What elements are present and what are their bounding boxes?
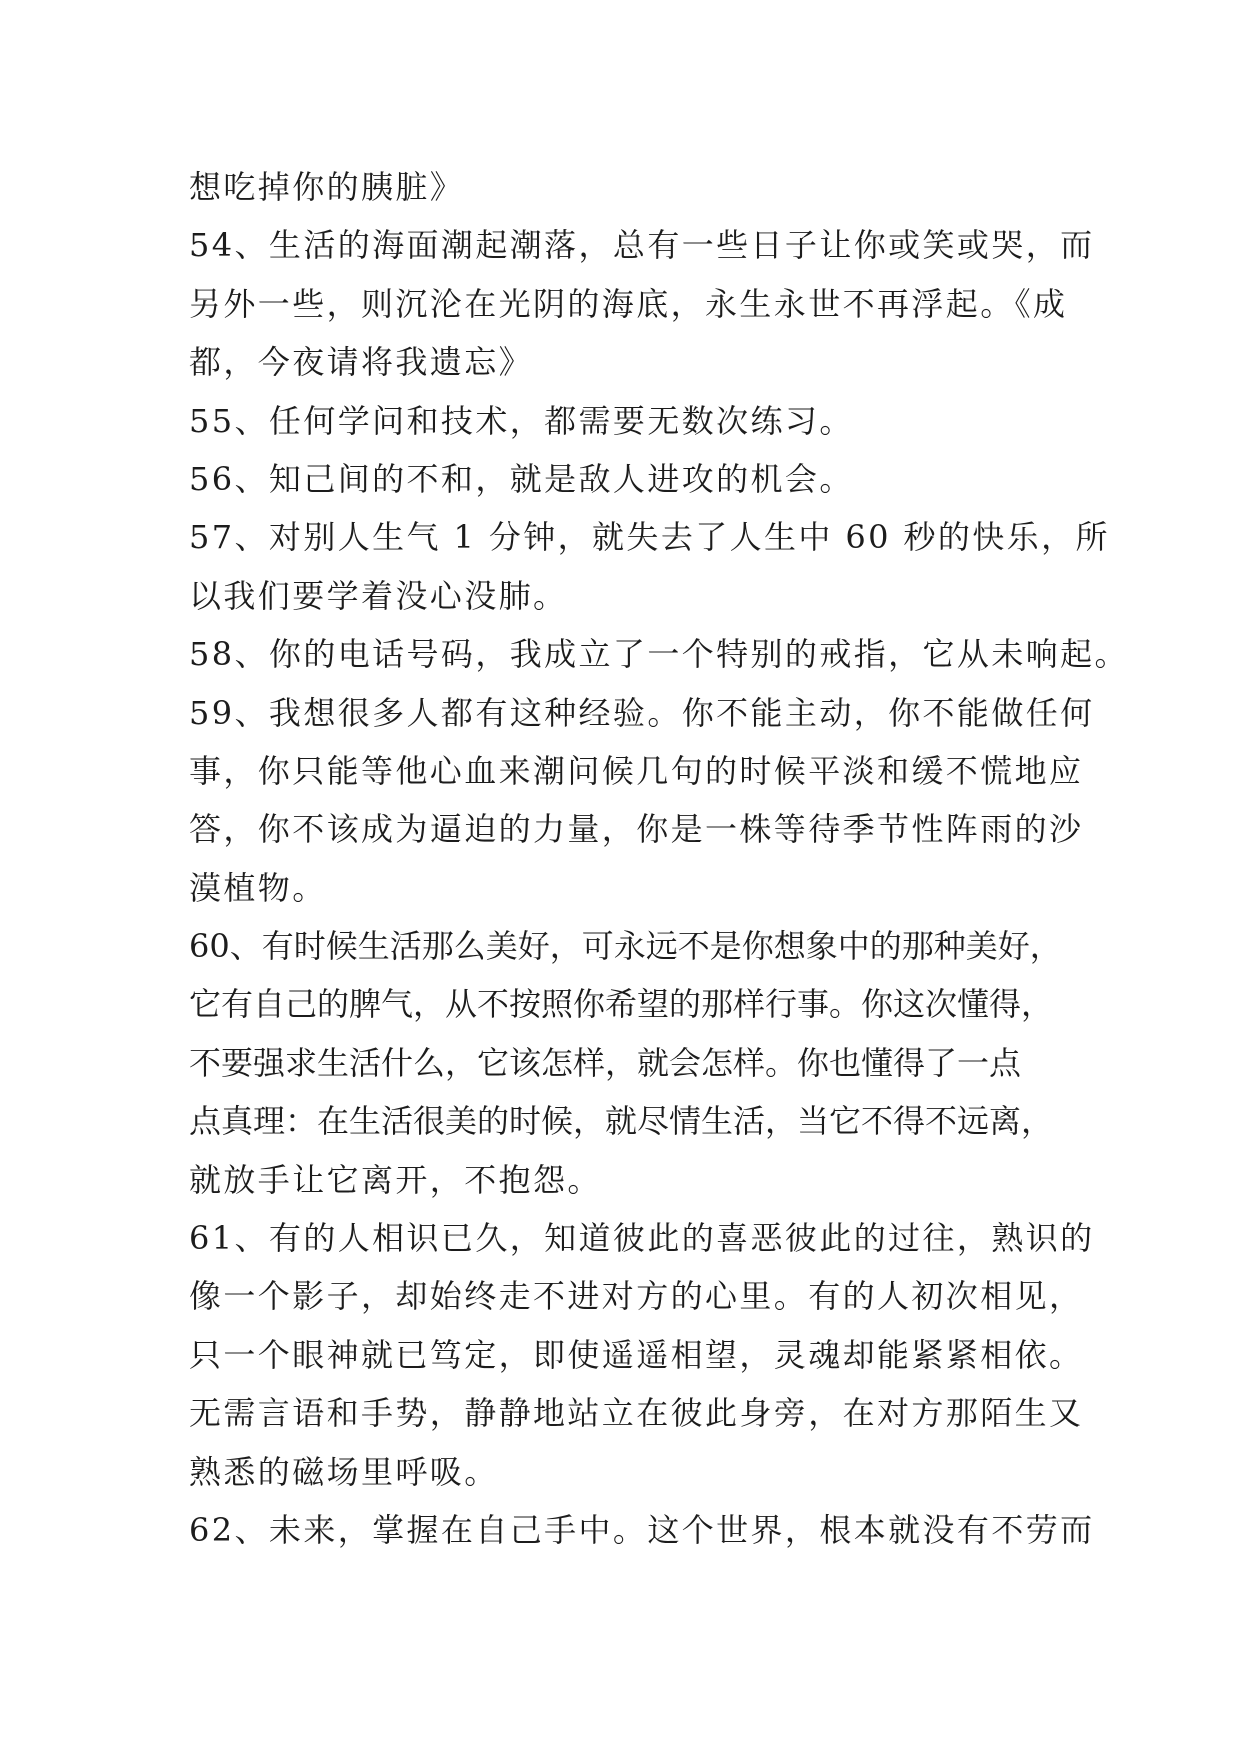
text-line: 57、对别人生气 1 分钟，就失去了人生中 60 秒的快乐，所: [189, 518, 1110, 557]
text-line: 以我们要学着没心没肺。: [189, 576, 568, 615]
text-line: 像一个影子，却始终走不进对方的心里。有的人初次相见，: [189, 1277, 1084, 1316]
text-line: 想吃掉你的胰脏》: [189, 168, 465, 206]
text-line: 熟悉的磁场里呼吸。: [189, 1452, 499, 1491]
text-line: 事，你只能等他心血来潮问候几句的时候平淡和缓不慌地应: [189, 751, 1084, 790]
text-line: 56、知己间的不和，就是敌人进攻的机会。: [189, 459, 854, 498]
text-line: 62、未来，掌握在自己手中。这个世界，根本就没有不劳而: [189, 1510, 1095, 1549]
body-text: [189, 158, 1129, 1559]
text-line: 55、任何学问和技术，都需要无数次练习。: [189, 401, 854, 440]
text-line: 另外一些，则沉沦在光阴的海底，永生永世不再浮起。《成: [189, 284, 1068, 323]
text-line: 漠植物。: [189, 868, 327, 907]
text-line: 54、生活的海面潮起潮落，总有一些日子让你或笑或哭，而: [189, 226, 1095, 265]
text-line: 不要强求生活什么，它该怎样，就会怎样。你也懂得了一点: [189, 1043, 1022, 1082]
text-line: 它有自己的脾气，从不按照你希望的那样行事。你这次懂得，: [189, 985, 1054, 1024]
text-line: 都，今夜请将我遗忘》: [189, 343, 534, 382]
text-line: 60、有时候生活那么美好，可永远不是你想象中的那种美好，: [189, 927, 1062, 966]
text-line: 答，你不该成为逼迫的力量，你是一株等待季节性阵雨的沙: [189, 810, 1084, 849]
text-line: 59、我想很多人都有这种经验。你不能主动，你不能做任何: [189, 693, 1095, 732]
text-line: 58、你的电话号码，我成立了一个特别的戒指，它从未响起。: [189, 635, 1129, 674]
text-line: 无需言语和手势，静静地站立在彼此身旁，在对方那陌生又: [189, 1394, 1084, 1433]
text-line: 点真理：在生活很美的时候，就尽情生活，当它不得不远离，: [189, 1102, 1054, 1141]
text-line: 只一个眼神就已笃定，即使遥遥相望，灵魂却能紧紧相依。: [189, 1335, 1084, 1374]
text-line: 61、有的人相识已久，知道彼此的喜恶彼此的过往，熟识的: [189, 1219, 1095, 1258]
text-line: 就放手让它离开，不抱怨。: [189, 1160, 602, 1199]
